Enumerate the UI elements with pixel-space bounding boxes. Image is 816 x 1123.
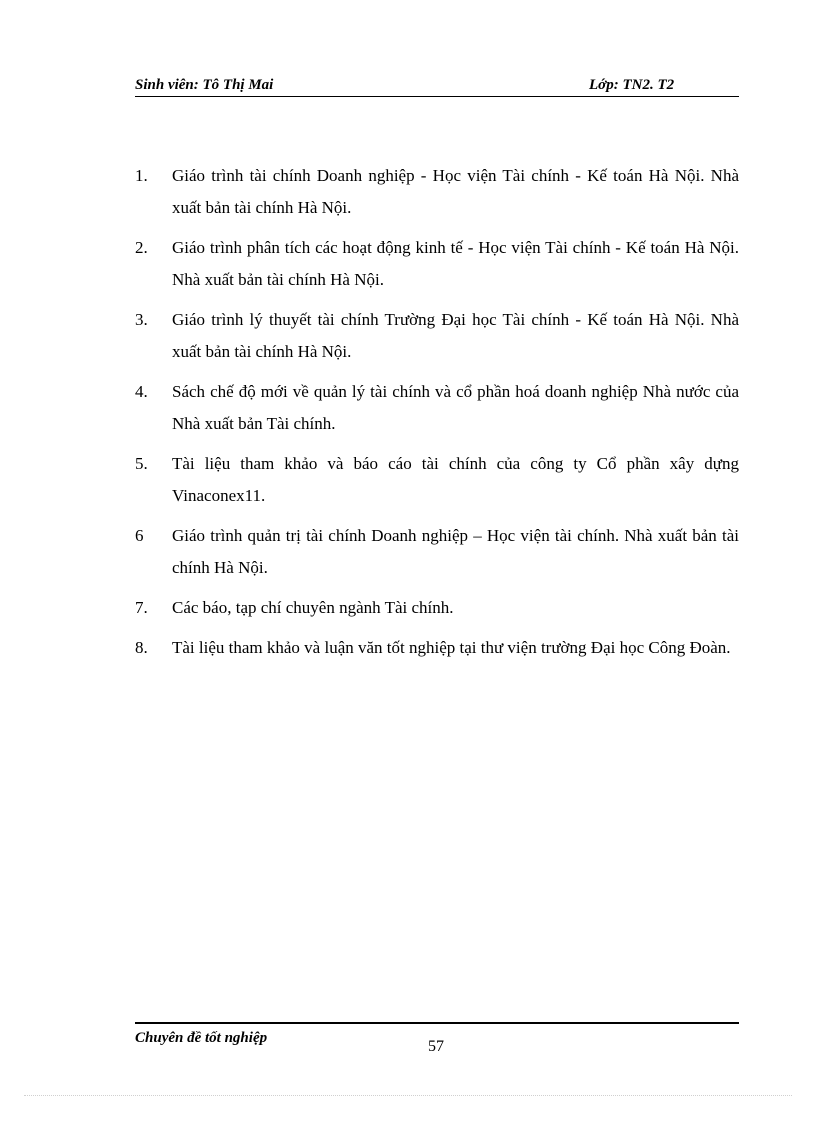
list-item-text: Giáo trình quản trị tài chính Doanh nghiệp – Học viện tài chính. Nhà xuất bản tài chính Hà Nội.	[172, 526, 739, 577]
list-item	[135, 160, 739, 224]
list-item-text: Sách chế độ mới về quản lý tài chính và cổ phần hoá doanh nghiệp Nhà nước của Nhà xuất bản Tài chính.	[172, 382, 739, 433]
list-item-number: 4.	[135, 382, 148, 401]
list-item	[135, 376, 739, 440]
list-item-text: Tài liệu tham khảo và báo cáo tài chính của công ty Cổ phần xây dựng Vinaconex11.	[172, 454, 739, 505]
footer-title: Chuyên đề tốt nghiệp	[135, 1030, 268, 1046]
page-header	[135, 76, 739, 97]
list-item-number: 8.	[135, 638, 148, 657]
list-item-number: 1.	[135, 166, 148, 185]
list-item-text: Giáo trình tài chính Doanh nghiệp - Học viện Tài chính - Kế toán Hà Nội. Nhà xuất bản tài chính Hà Nội.	[172, 166, 739, 217]
reference-list	[135, 160, 739, 672]
list-item-text: Giáo trình lý thuyết tài chính Trường Đại học Tài chính - Kế toán Hà Nội. Nhà xuất bản tài chính Hà Nội.	[172, 310, 739, 361]
student-name: Sinh viên: Tô Thị Mai	[135, 77, 274, 93]
list-item	[135, 448, 739, 512]
list-item-number: 6	[135, 526, 144, 545]
list-item-number: 7.	[135, 598, 148, 617]
list-item-number: 3.	[135, 310, 148, 329]
list-item	[135, 592, 739, 624]
class-label: Lớp: TN2. T2	[589, 77, 675, 93]
list-item	[135, 520, 739, 584]
list-item-text: Giáo trình phân tích các hoạt động kinh tế - Học viện Tài chính - Kế toán Hà Nội. Nhà xuất bản tài chính Hà Nội.	[172, 238, 739, 289]
page-edge-divider	[24, 1095, 792, 1096]
list-item	[135, 632, 739, 664]
list-item	[135, 232, 739, 296]
list-item-number: 2.	[135, 238, 148, 257]
list-item-text: Các báo, tạp chí chuyên ngành Tài chính.	[172, 598, 454, 617]
list-item-number: 5.	[135, 454, 148, 473]
page-number: 57	[428, 1038, 444, 1055]
list-item	[135, 304, 739, 368]
page-footer	[135, 1022, 739, 1064]
list-item-text: Tài liệu tham khảo và luận văn tốt nghiệp tại thư viện trường Đại học Công Đoàn.	[172, 638, 731, 657]
